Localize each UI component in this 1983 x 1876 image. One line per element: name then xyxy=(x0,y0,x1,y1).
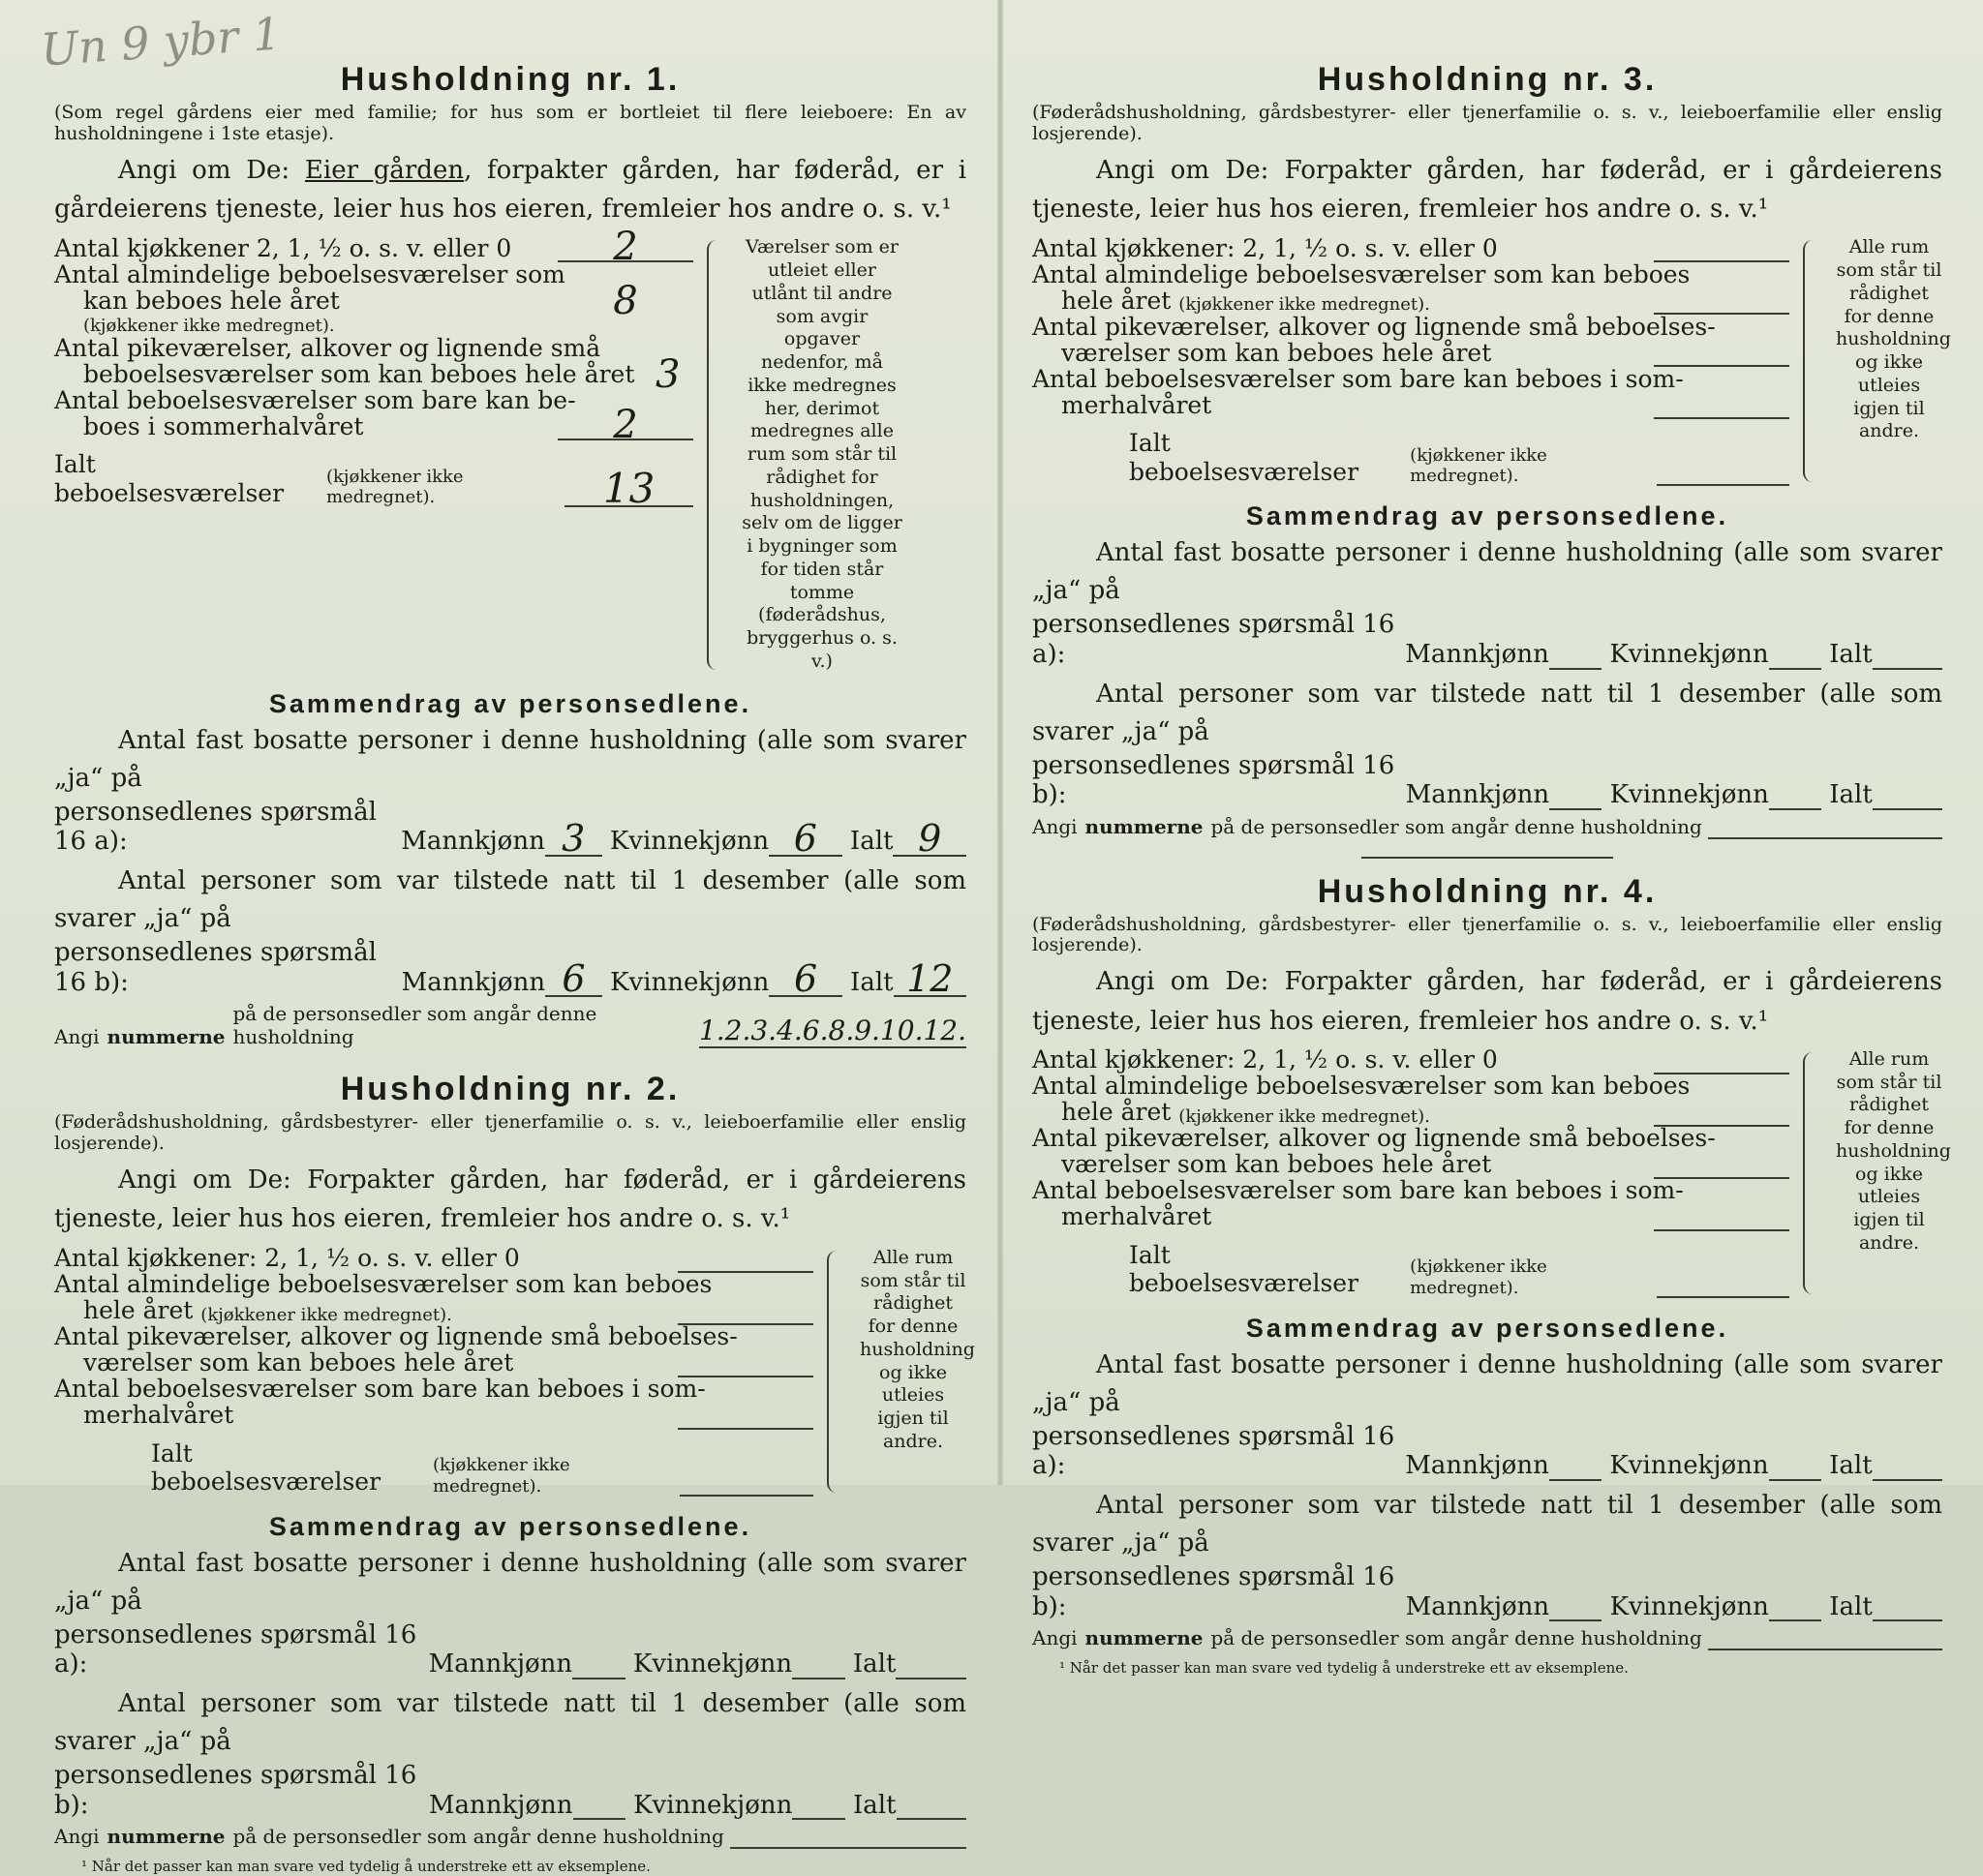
summer-rooms-label-1: Antal beboelsesværelser som bare kan beboes i som- xyxy=(1032,1176,1684,1205)
male-label: Mannkjønn xyxy=(428,1649,573,1679)
regular-rooms-answer[interactable]: 8 xyxy=(613,279,638,324)
total-rooms-label: Ialt beboelsesværelser xyxy=(1129,1240,1359,1298)
summary-a-text: Antal fast bosatte personer i denne husholdning (alle som svarer „ja“ på xyxy=(1032,538,1942,606)
regular-rooms-label-1: Antal almindelige beboelsesværelser som xyxy=(54,259,565,288)
nums-rest: på de personsedler som angår denne husholdning xyxy=(1210,814,1702,838)
kitchens-label: Antal kjøkkener: 2, 1, ½ o. s. v. eller 0 xyxy=(1032,233,1498,262)
household-2-note: (Føderådshusholdning, gårdsbestyrer- eller tjenerfamilie o. s. v., leieboerfamilie eller enslig losjerende). xyxy=(54,1111,966,1155)
regular-rooms-label-1: Antal almindelige beboelsesværelser som kan beboes xyxy=(54,1270,713,1299)
maid-rooms-label-2: værelser som kan beboes hele året xyxy=(1061,338,1492,367)
total-rooms-label: Ialt beboelsesværelser xyxy=(54,450,285,507)
household-3 xyxy=(1032,60,1951,859)
summary-b-male[interactable] xyxy=(573,1785,625,1820)
male-label: Mannkjønn xyxy=(401,827,545,857)
person-numbers-answer[interactable] xyxy=(1708,837,1942,839)
male-label: Mannkjønn xyxy=(401,967,546,997)
summary-b-male[interactable] xyxy=(1549,1587,1602,1621)
maid-rooms-label-1: Antal pikeværelser, alkover og lignende små beboelses- xyxy=(54,1322,738,1351)
total-rooms-note: (kjøkkener ikke medregnet). xyxy=(1410,444,1547,487)
summary-b-female[interactable] xyxy=(792,1785,844,1820)
female-label: Kvinnekjønn xyxy=(1609,1591,1769,1621)
summary-a-answers xyxy=(54,797,966,860)
summary-a-question: personsedlenes spørsmål 16 a): xyxy=(54,797,377,857)
female-label: Kvinnekjønn xyxy=(1609,639,1769,669)
summary-a-male[interactable] xyxy=(1549,1446,1602,1481)
household-2-summary-title: Sammendrag av personsedlene. xyxy=(268,1511,752,1541)
household-3-numbers xyxy=(1032,816,1942,839)
kitchens-answer[interactable] xyxy=(1654,1046,1789,1074)
brace xyxy=(827,1251,850,1493)
maid-rooms-label-2: værelser som kan beboes hele året xyxy=(83,1348,514,1377)
nums-prefix: Angi xyxy=(1032,1626,1078,1650)
household-3-title: Husholdning nr. 3. xyxy=(1317,61,1658,98)
total-rooms-note: (kjøkkener ikke medregnet). xyxy=(1410,1256,1547,1298)
summary-a-answers xyxy=(1032,610,1942,669)
person-numbers-answer[interactable]: 1.2.3.4.6.8.9.10.12. xyxy=(699,1014,966,1048)
female-label: Kvinnekjønn xyxy=(1609,1451,1769,1481)
female-label: Kvinnekjønn xyxy=(1609,780,1769,810)
summary-a-text: Antal fast bosatte personer i denne husholdning (alle som svarer „ja“ på xyxy=(54,1548,966,1616)
kitchens-answer[interactable] xyxy=(678,1245,813,1273)
summary-b-female[interactable] xyxy=(1769,775,1821,810)
summer-rooms-answer[interactable] xyxy=(1654,1203,1789,1231)
summary-a-total[interactable] xyxy=(1873,1446,1942,1481)
household-3-note: (Føderådshusholdning, gårdsbestyrer- eller tjenerfamilie o. s. v., leieboerfamilie eller enslig losjerende). xyxy=(1032,102,1942,144)
footnote: ¹ Når det passer kan man svare ved tydelig å understreke ett av eksemplene. xyxy=(1059,1659,1629,1678)
summary-b-answers xyxy=(1032,751,1942,810)
nums-rest: på de personsedler som angår denne husholdning xyxy=(232,1002,597,1048)
nums-bold: nummerne xyxy=(1084,1626,1204,1650)
summary-a-total[interactable] xyxy=(1873,635,1942,670)
person-numbers-answer[interactable] xyxy=(730,1847,966,1849)
male-label: Mannkjønn xyxy=(1405,1451,1549,1481)
maid-rooms-answer[interactable] xyxy=(1654,1151,1789,1179)
summary-b-female[interactable]: 6 xyxy=(769,962,841,997)
nums-bold: nummerne xyxy=(1084,814,1204,838)
total-rooms-answer[interactable] xyxy=(1657,451,1789,486)
household-1-title: Husholdning nr. 1. xyxy=(340,61,681,98)
summary-b-total[interactable] xyxy=(897,1785,966,1820)
kitchens-label: Antal kjøkkener: 2, 1, ½ o. s. v. eller 0 xyxy=(54,1244,520,1273)
household-3-status-question: Angi om De: Forpakter gården, har føderåd, er i gårdeierens tjeneste, leier hus hos eieren, fremleier hos andre o. s. v.¹ xyxy=(1032,155,1942,225)
summary-b-answers xyxy=(1032,1562,1942,1621)
kitchens-label: Antal kjøkkener: 2, 1, ½ o. s. v. eller 0 xyxy=(1032,1045,1498,1074)
nums-prefix: Angi xyxy=(1032,814,1078,838)
kitchens-answer[interactable]: 2 xyxy=(558,234,693,262)
household-4-side-note: Alle rum som står til rådighet for denne husholdning og ikke utleies igjen til andre. xyxy=(1836,1047,1951,1254)
maid-rooms-label-1: Antal pikeværelser, alkover og lignende små xyxy=(54,333,601,362)
status-underlined-answer[interactable]: Eier gården xyxy=(304,155,465,185)
maid-rooms-label-1: Antal pikeværelser, alkover og lignende små beboelses- xyxy=(1032,1124,1716,1153)
nums-prefix: Angi xyxy=(54,1825,100,1849)
total-label: Ialt xyxy=(849,827,894,857)
summary-a-question: personsedlenes spørsmål 16 a): xyxy=(54,1619,417,1679)
summer-rooms-answer[interactable] xyxy=(678,1402,813,1430)
regular-rooms-note: (kjøkkener ikke medregnet). xyxy=(1178,1105,1430,1127)
household-4 xyxy=(1032,872,1951,1678)
household-1-side-note: Værelser som er utleiet eller utlånt til andre som avgir opgaver nedenfor, må ikke medregnes her, derimot medregnes alle rum som står til rådighet for husholdningen, selv om de ligger i bygninger som for tiden står tomme (føderådshus, bryggerhus o. s. v.) xyxy=(742,236,902,672)
kitchens-label: Antal kjøkkener 2, 1, ½ o. s. v. eller 0 xyxy=(54,233,512,262)
summary-b-question: personsedlenes spørsmål 16 b): xyxy=(54,937,377,997)
female-label: Kvinnekjønn xyxy=(633,1790,793,1820)
female-label: Kvinnekjønn xyxy=(610,967,770,997)
regular-rooms-label-1: Antal almindelige beboelsesværelser som kan beboes xyxy=(1032,1072,1691,1101)
summary-b-male[interactable]: 6 xyxy=(545,962,602,997)
household-2-title: Husholdning nr. 2. xyxy=(340,1071,681,1108)
household-3-side-note: Alle rum som står til rådighet for denne husholdning og ikke utleies igjen til andre. xyxy=(1836,236,1951,442)
household-1-numbers xyxy=(54,1003,966,1048)
summary-b-question: personsedlenes spørsmål 16 b): xyxy=(54,1760,417,1820)
total-rooms-label: Ialt beboelsesværelser xyxy=(151,1438,381,1497)
household-1-note: (Som regel gårdens eier med familie; for hus som er bortleiet til flere leieboere: En av husholdningene i 1ste etasje). xyxy=(54,102,966,144)
regular-rooms-label-2: hele året xyxy=(1061,1098,1172,1127)
household-2 xyxy=(54,1070,975,1875)
summary-a-total[interactable]: 9 xyxy=(893,822,966,857)
household-4-rooms xyxy=(1032,1045,1951,1298)
summer-rooms-label-1: Antal beboelsesværelser som bare kan beboes i som- xyxy=(54,1375,706,1404)
summary-b-text: Antal personer som var tilstede natt til 1 desember (alle som svarer „ja“ på xyxy=(54,865,966,933)
household-3-summary-title: Sammendrag av personsedlene. xyxy=(1245,501,1729,531)
summer-rooms-answer[interactable]: 2 xyxy=(558,412,693,440)
regular-rooms-label-2: hele året xyxy=(83,1296,194,1325)
maid-rooms-label-1: Antal pikeværelser, alkover og lignende små beboelses- xyxy=(1032,312,1716,341)
summary-b-male[interactable] xyxy=(1549,775,1602,810)
household-2-numbers xyxy=(54,1826,966,1849)
total-rooms-answer[interactable] xyxy=(680,1462,813,1497)
total-label: Ialt xyxy=(1829,1591,1873,1621)
nums-prefix: Angi xyxy=(54,1024,100,1048)
total-label: Ialt xyxy=(850,967,894,997)
total-label: Ialt xyxy=(852,1790,897,1820)
regular-rooms-answer[interactable] xyxy=(1654,1099,1789,1127)
regular-rooms-note: (kjøkkener ikke medregnet). xyxy=(200,1304,452,1325)
total-label: Ialt xyxy=(1829,1451,1873,1481)
right-column xyxy=(1032,60,1951,1678)
summary-a-text: Antal fast bosatte personer i denne husholdning (alle som svarer „ja“ på xyxy=(1032,1349,1942,1417)
total-rooms-answer[interactable]: 13 xyxy=(564,472,693,507)
regular-rooms-label-2: kan beboes hele året xyxy=(83,286,340,315)
summary-a-question: personsedlenes spørsmål 16 a): xyxy=(1032,1421,1395,1481)
maid-rooms-answer[interactable] xyxy=(678,1349,813,1377)
household-4-title: Husholdning nr. 4. xyxy=(1317,872,1658,910)
regular-rooms-label-2: hele året xyxy=(1061,286,1172,315)
summer-rooms-label-2: boes i sommerhalvåret xyxy=(83,411,364,440)
summary-b-total[interactable] xyxy=(1873,775,1942,810)
summary-b-text: Antal personer som var tilstede natt til 1 desember (alle som svarer „ja“ på xyxy=(1032,679,1942,746)
summary-a-male[interactable] xyxy=(572,1645,625,1679)
nums-bold: nummerne xyxy=(107,1024,226,1048)
summer-rooms-label-1: Antal beboelsesværelser som bare kan be- xyxy=(54,385,576,414)
household-2-side-note: Alle rum som står til rådighet for denne husholdning og ikke utleies igjen til andre. xyxy=(860,1246,975,1452)
male-label: Mannkjønn xyxy=(1405,780,1550,810)
household-2-status-question: Angi om De: Forpakter gården, har føderåd, er i gårdeierens tjeneste, leier hus hos eieren, fremleier hos andre o. s. v.¹ xyxy=(54,1165,966,1234)
brace xyxy=(1803,240,1826,482)
section-divider xyxy=(1361,857,1613,859)
summary-b-female[interactable] xyxy=(1769,1587,1821,1621)
summary-b-total[interactable]: 12 xyxy=(894,962,966,997)
household-1-summary-title: Sammendrag av personsedlene. xyxy=(268,688,752,718)
total-rooms-note: (kjøkkener ikke medregnet). xyxy=(433,1455,570,1497)
summer-rooms-answer[interactable] xyxy=(1654,391,1789,419)
regular-rooms-note: (kjøkkener ikke medregnet). xyxy=(83,316,335,337)
summary-a-female[interactable] xyxy=(1769,1446,1821,1481)
maid-rooms-label-2: beboelsesværelser som kan beboes hele året xyxy=(83,359,635,388)
kitchens-answer[interactable] xyxy=(1654,234,1789,262)
nums-rest: på de personsedler som angår denne husholdning xyxy=(232,1825,724,1849)
summary-b-question: personsedlenes spørsmål 16 b): xyxy=(1032,750,1395,810)
female-label: Kvinnekjønn xyxy=(632,1649,793,1679)
maid-rooms-answer[interactable] xyxy=(1654,339,1789,367)
regular-rooms-note: (kjøkkener ikke medregnet). xyxy=(1178,294,1430,316)
summer-rooms-label-2: merhalvåret xyxy=(1061,1202,1212,1231)
summary-a-answers xyxy=(1032,1422,1942,1481)
male-label: Mannkjønn xyxy=(1405,639,1549,669)
summary-a-male[interactable] xyxy=(1549,635,1602,670)
summary-b-text: Antal personer som var tilstede natt til 1 desember (alle som svarer „ja“ på xyxy=(1032,1491,1942,1558)
summary-b-answers xyxy=(54,937,966,1001)
household-4-note: (Føderådshusholdning, gårdsbestyrer- eller tjenerfamilie o. s. v., leieboerfamilie eller enslig losjerende). xyxy=(1032,913,1942,956)
total-rooms-answer[interactable] xyxy=(1657,1263,1789,1298)
household-4-summary-title: Sammendrag av personsedlene. xyxy=(1245,1313,1729,1343)
total-rooms-note: (kjøkkener ikke medregnet). xyxy=(325,466,464,508)
nums-bold: nummerne xyxy=(107,1825,226,1849)
regular-rooms-answer[interactable] xyxy=(678,1297,813,1325)
summary-a-male[interactable]: 3 xyxy=(545,822,602,857)
summary-a-answers xyxy=(54,1620,966,1679)
regular-rooms-answer[interactable] xyxy=(1654,287,1789,315)
summer-rooms-label-2: merhalvåret xyxy=(1061,390,1212,419)
left-column xyxy=(54,60,975,1876)
summary-a-total[interactable] xyxy=(896,1645,966,1679)
page-fold xyxy=(997,0,1003,1485)
brace xyxy=(1803,1052,1826,1294)
summary-a-text: Antal fast bosatte personer i denne husholdning (alle som svarer „ja“ på xyxy=(54,725,966,793)
summary-a-female[interactable] xyxy=(1769,635,1821,670)
male-label: Mannkjønn xyxy=(1405,1591,1550,1621)
summer-rooms-label-2: merhalvåret xyxy=(83,1401,234,1430)
summary-b-text: Antal personer som var tilstede natt til 1 desember (alle som svarer „ja“ på xyxy=(54,1688,966,1756)
household-1-rooms xyxy=(54,225,966,673)
summary-b-question: personsedlenes spørsmål 16 b): xyxy=(1032,1562,1395,1621)
regular-rooms-label-1: Antal almindelige beboelsesværelser som kan beboes xyxy=(1032,259,1691,288)
summary-a-female[interactable]: 6 xyxy=(769,822,842,857)
angi-prefix: Angi om De: xyxy=(118,155,290,185)
nums-rest: på de personsedler som angår denne husholdning xyxy=(1210,1626,1702,1650)
total-label: Ialt xyxy=(852,1649,897,1679)
maid-rooms-label-2: værelser som kan beboes hele året xyxy=(1061,1150,1492,1179)
male-label: Mannkjønn xyxy=(428,1790,573,1820)
household-4-numbers xyxy=(1032,1627,1942,1650)
angi-rest: , forpakter gården, har føderåd, er i gårdeierens tjeneste, leier hus hos eieren, fremleier hos andre o. s. v.¹ xyxy=(54,155,967,225)
total-label: Ialt xyxy=(1829,639,1873,669)
summary-a-question: personsedlenes spørsmål 16 a): xyxy=(1032,610,1395,669)
household-1-status-question xyxy=(54,151,966,229)
summer-rooms-label-1: Antal beboelsesværelser som bare kan beboes i som- xyxy=(1032,364,1684,393)
person-numbers-answer[interactable] xyxy=(1708,1649,1942,1650)
household-3-rooms xyxy=(1032,233,1951,487)
female-label: Kvinnekjønn xyxy=(609,827,770,857)
summary-a-female[interactable] xyxy=(792,1645,844,1679)
household-1 xyxy=(54,60,966,1048)
brace xyxy=(707,240,730,669)
household-4-status-question: Angi om De: Forpakter gården, har føderåd, er i gårdeierens tjeneste, leier hus hos eieren, fremleier hos andre o. s. v.¹ xyxy=(1032,967,1942,1036)
household-2-rooms xyxy=(54,1244,975,1497)
maid-rooms-answer[interactable]: 3 xyxy=(655,352,681,398)
summary-b-answers xyxy=(54,1761,966,1820)
handwritten-annotation: Un 9 ybr 1 xyxy=(39,7,283,76)
total-rooms-label: Ialt beboelsesværelser xyxy=(1129,429,1359,486)
summary-b-total[interactable] xyxy=(1873,1587,1942,1621)
total-label: Ialt xyxy=(1829,780,1873,810)
footnote: ¹ Når det passer kan man svare ved tydelig å understreke ett av eksemplene. xyxy=(81,1857,651,1875)
